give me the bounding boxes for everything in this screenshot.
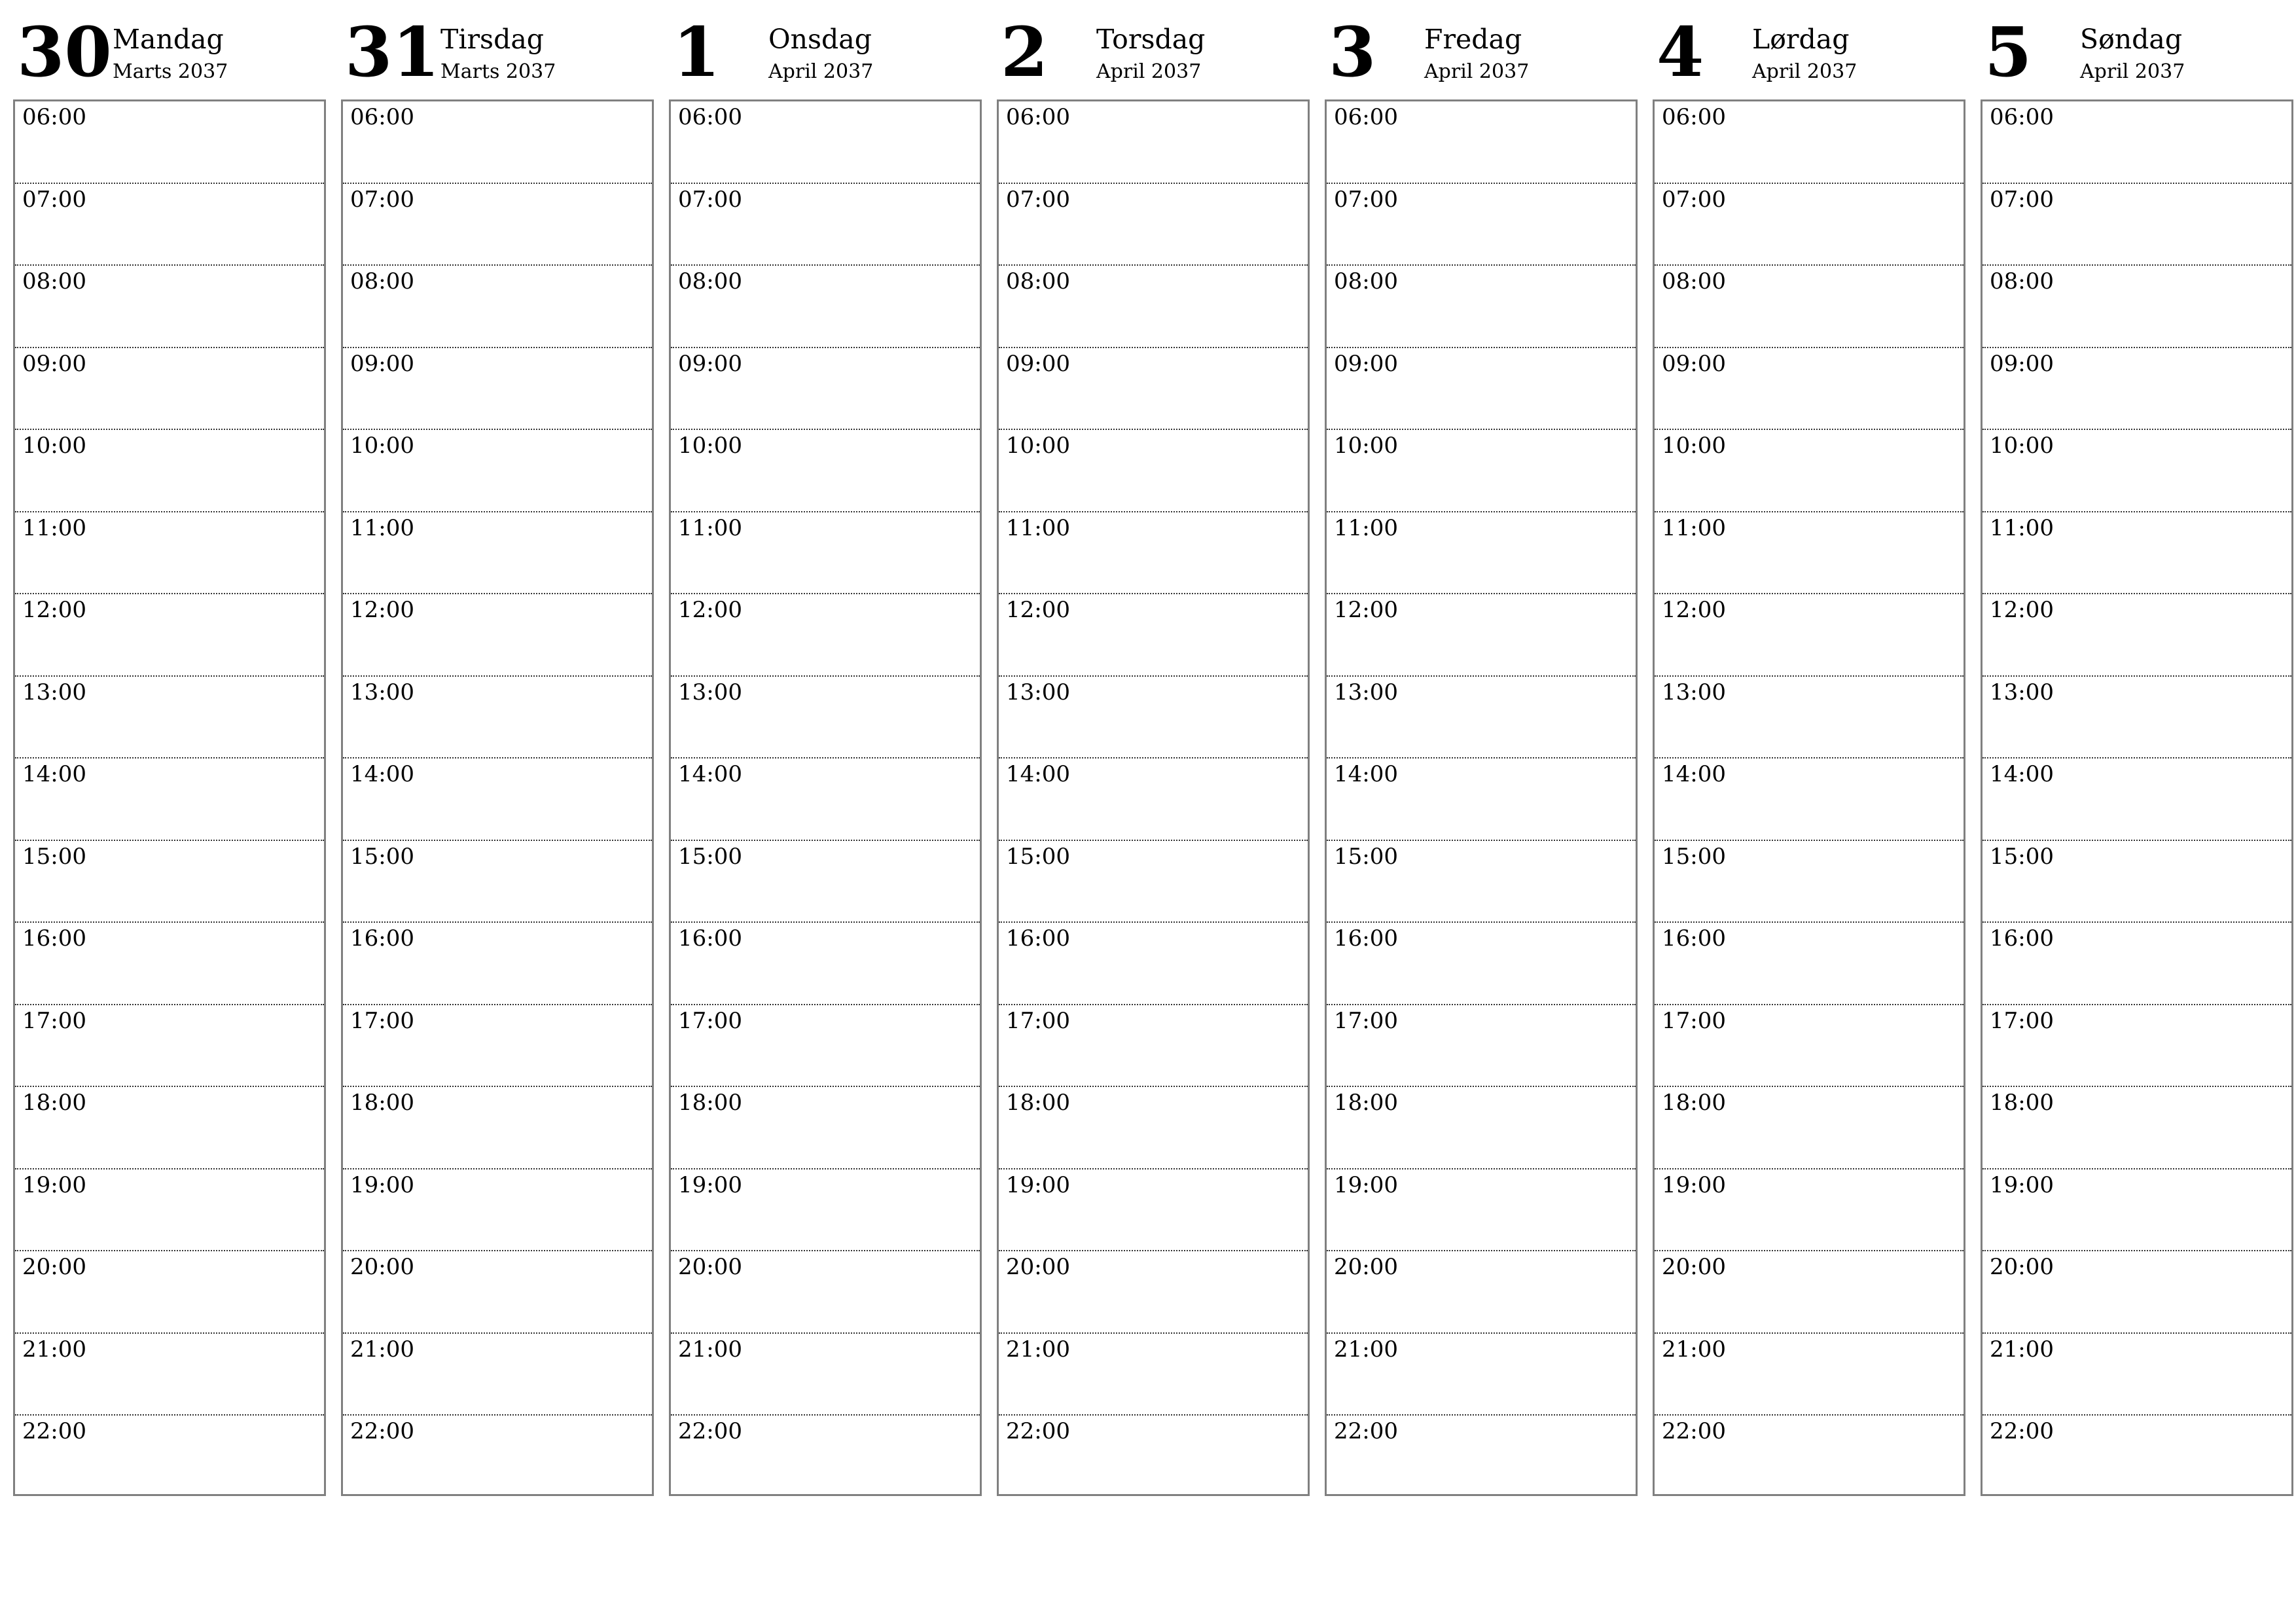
day-header [1981,0,2293,99]
time-slot[interactable] [999,1087,1308,1169]
time-slot-label: 12:00 [1334,597,1398,623]
time-slot-label: 21:00 [1990,1336,2054,1363]
day-column [669,0,982,1505]
time-slot[interactable] [1982,184,2291,266]
time-slot[interactable] [1655,1169,1964,1252]
time-slot-label: 20:00 [1662,1254,1726,1280]
time-slot-label: 14:00 [678,761,742,787]
time-slot[interactable] [1327,348,1636,431]
time-slot-label: 11:00 [1662,514,1726,541]
time-slot[interactable] [343,1251,652,1334]
day-header [13,0,326,99]
day-meta [113,18,228,86]
time-slot[interactable] [1655,184,1964,266]
time-slot[interactable] [1655,1334,1964,1416]
day-number: 30 [17,12,112,92]
time-slot[interactable] [1982,1334,2291,1416]
time-slot-label: 13:00 [1334,679,1398,705]
time-slot[interactable] [1327,841,1636,923]
time-slot-label: 09:00 [1334,350,1398,377]
time-slot[interactable] [15,1005,324,1088]
time-slot-label: 07:00 [350,186,414,213]
time-slot-label: 20:00 [350,1254,414,1280]
time-slot[interactable] [1327,758,1636,841]
time-slot-label: 18:00 [678,1090,742,1116]
time-slot-label: 12:00 [22,597,86,623]
time-slot-label: 09:00 [22,350,86,377]
time-slot-label: 20:00 [1990,1254,2054,1280]
day-name: Onsdag [768,24,872,55]
day-header [1325,0,1638,99]
time-slot[interactable] [1655,841,1964,923]
time-slot-label: 14:00 [22,761,86,787]
time-slot[interactable] [999,1169,1308,1252]
day-meta [440,18,556,86]
day-month: April 2037 [768,60,874,84]
time-slot[interactable] [15,841,324,923]
time-slot-label: 08:00 [1990,268,2054,294]
time-slot-label: 14:00 [1006,761,1070,787]
time-slot[interactable] [1982,512,2291,595]
time-slot-label: 15:00 [1662,843,1726,870]
time-slot-label: 19:00 [1006,1171,1070,1198]
time-slot[interactable] [1655,594,1964,677]
time-slot-label: 21:00 [1006,1336,1070,1363]
time-slot-label: 20:00 [22,1254,86,1280]
time-slot[interactable] [1327,677,1636,759]
day-month: April 2037 [1096,60,1202,84]
time-slot[interactable] [1655,430,1964,512]
time-slot-label: 22:00 [1662,1418,1726,1444]
day-schedule-box [997,99,1310,1496]
day-column [997,0,1310,1505]
day-column [1981,0,2293,1505]
time-slot-label: 12:00 [1006,597,1070,623]
day-meta [768,18,873,86]
time-slot-label: 09:00 [350,350,414,377]
time-slot-label: 12:00 [350,597,414,623]
time-slot[interactable] [1327,512,1636,595]
time-slot[interactable] [15,1087,324,1169]
time-slot-label: 19:00 [1334,1171,1398,1198]
day-month: April 2037 [1424,60,1530,84]
time-slot[interactable] [999,348,1308,431]
time-slot-label: 21:00 [678,1336,742,1363]
time-slot[interactable] [343,1416,652,1494]
time-slot[interactable] [1655,1251,1964,1334]
time-slot[interactable] [343,184,652,266]
time-slot-label: 15:00 [350,843,414,870]
time-slot[interactable] [1327,184,1636,266]
day-name: Fredag [1424,24,1522,55]
time-slot-label: 22:00 [678,1418,742,1444]
time-slot-label: 18:00 [1990,1090,2054,1116]
day-month: Marts 2037 [440,60,556,84]
time-slot[interactable] [1655,677,1964,759]
day-name: Torsdag [1096,24,1206,55]
time-slot[interactable] [1327,430,1636,512]
time-slot-label: 15:00 [22,843,86,870]
time-slot[interactable] [343,594,652,677]
time-slot[interactable] [343,1005,652,1088]
time-slot[interactable] [671,348,980,431]
time-slot-label: 20:00 [1334,1254,1398,1280]
time-slot-label: 10:00 [350,433,414,459]
time-slot[interactable] [1982,1087,2291,1169]
time-slot[interactable] [1327,101,1636,184]
time-slot[interactable] [1327,266,1636,348]
time-slot-label: 06:00 [22,104,86,130]
time-slot[interactable] [999,184,1308,266]
time-slot[interactable] [343,430,652,512]
time-slot-label: 16:00 [22,925,86,952]
time-slot-label: 12:00 [678,597,742,623]
time-slot[interactable] [671,101,980,184]
time-slot[interactable] [671,430,980,512]
time-slot-label: 22:00 [1990,1418,2054,1444]
day-number: 2 [1001,12,1049,92]
time-slot-label: 08:00 [350,268,414,294]
time-slot-label: 07:00 [1006,186,1070,213]
day-header [669,0,982,99]
time-slot-label: 17:00 [1334,1007,1398,1034]
time-slot[interactable] [1327,1169,1636,1252]
time-slot-label: 16:00 [1990,925,2054,952]
time-slot-label: 17:00 [1006,1007,1070,1034]
day-name: Lørdag [1752,24,1850,55]
time-slot-label: 19:00 [22,1171,86,1198]
day-schedule-box [669,99,982,1496]
time-slot[interactable] [1982,348,2291,431]
time-slot-label: 10:00 [22,433,86,459]
time-slot[interactable] [671,758,980,841]
time-slot[interactable] [999,1005,1308,1088]
time-slot[interactable] [343,841,652,923]
day-schedule-box [13,99,326,1496]
time-slot[interactable] [15,101,324,184]
day-name: Tirsdag [440,24,545,55]
time-slot-label: 12:00 [1990,597,2054,623]
time-slot[interactable] [15,758,324,841]
time-slot[interactable] [671,266,980,348]
time-slot[interactable] [343,677,652,759]
time-slot-label: 06:00 [678,104,742,130]
time-slot[interactable] [343,923,652,1005]
day-header [1653,0,1965,99]
time-slot[interactable] [1327,1087,1636,1169]
day-column [13,0,326,1505]
time-slot[interactable] [1982,1416,2291,1494]
time-slot-label: 15:00 [1334,843,1398,870]
time-slot-label: 13:00 [1990,679,2054,705]
time-slot[interactable] [15,1334,324,1416]
time-slot-label: 19:00 [1662,1171,1726,1198]
time-slot-label: 22:00 [1334,1418,1398,1444]
time-slot-label: 21:00 [1334,1336,1398,1363]
time-slot[interactable] [343,348,652,431]
time-slot-label: 13:00 [1662,679,1726,705]
day-name: Søndag [2080,24,2183,55]
day-number: 1 [673,12,721,92]
time-slot-label: 11:00 [1006,514,1070,541]
time-slot[interactable] [999,101,1308,184]
time-slot-label: 08:00 [1006,268,1070,294]
time-slot-label: 18:00 [350,1090,414,1116]
time-slot-label: 16:00 [1334,925,1398,952]
time-slot[interactable] [1982,101,2291,184]
day-column [1653,0,1965,1505]
time-slot[interactable] [343,266,652,348]
time-slot[interactable] [999,1334,1308,1416]
time-slot[interactable] [999,512,1308,595]
time-slot[interactable] [1982,677,2291,759]
time-slot[interactable] [671,594,980,677]
time-slot-label: 10:00 [1006,433,1070,459]
time-slot-label: 22:00 [350,1418,414,1444]
time-slot-label: 12:00 [1662,597,1726,623]
day-header [341,0,654,99]
time-slot-label: 15:00 [1006,843,1070,870]
time-slot[interactable] [1655,923,1964,1005]
time-slot-label: 20:00 [1006,1254,1070,1280]
time-slot[interactable] [671,1251,980,1334]
time-slot-label: 17:00 [678,1007,742,1034]
day-month: April 2037 [2080,60,2185,84]
time-slot[interactable] [1327,1251,1636,1334]
time-slot[interactable] [15,923,324,1005]
time-slot-label: 09:00 [1662,350,1726,377]
time-slot[interactable] [15,1416,324,1494]
time-slot[interactable] [343,512,652,595]
time-slot[interactable] [1655,348,1964,431]
time-slot[interactable] [1655,512,1964,595]
day-number: 5 [1984,12,2032,92]
time-slot-label: 17:00 [22,1007,86,1034]
day-column [341,0,654,1505]
time-slot[interactable] [671,677,980,759]
time-slot-label: 15:00 [678,843,742,870]
time-slot-label: 11:00 [678,514,742,541]
time-slot-label: 22:00 [1006,1418,1070,1444]
time-slot[interactable] [1982,430,2291,512]
time-slot[interactable] [1982,1251,2291,1334]
time-slot[interactable] [671,1334,980,1416]
time-slot[interactable] [15,1169,324,1252]
time-slot[interactable] [999,594,1308,677]
time-slot-label: 10:00 [1334,433,1398,459]
time-slot[interactable] [1327,594,1636,677]
time-slot[interactable] [15,184,324,266]
time-slot[interactable] [1982,758,2291,841]
time-slot-label: 10:00 [678,433,742,459]
day-meta [1096,18,1205,86]
time-slot[interactable] [671,1169,980,1252]
time-slot[interactable] [999,1416,1308,1494]
time-slot[interactable] [999,841,1308,923]
time-slot[interactable] [343,101,652,184]
time-slot[interactable] [343,1334,652,1416]
time-slot-label: 14:00 [1990,761,2054,787]
time-slot-label: 13:00 [678,679,742,705]
time-slot-label: 07:00 [22,186,86,213]
time-slot[interactable] [1982,1005,2291,1088]
time-slot-label: 19:00 [350,1171,414,1198]
day-month: Marts 2037 [113,60,228,84]
day-number: 4 [1657,12,1704,92]
time-slot-label: 09:00 [678,350,742,377]
time-slot-label: 08:00 [1662,268,1726,294]
time-slot[interactable] [1655,1416,1964,1494]
time-slot-label: 17:00 [350,1007,414,1034]
time-slot[interactable] [343,758,652,841]
time-slot[interactable] [343,1087,652,1169]
time-slot-label: 14:00 [350,761,414,787]
time-slot-label: 14:00 [1334,761,1398,787]
time-slot-label: 06:00 [1006,104,1070,130]
time-slot-label: 19:00 [1990,1171,2054,1198]
time-slot-label: 09:00 [1006,350,1070,377]
time-slot-label: 11:00 [22,514,86,541]
time-slot[interactable] [671,1005,980,1088]
day-column [1325,0,1638,1505]
time-slot[interactable] [999,430,1308,512]
day-meta [1752,18,1857,86]
time-slot-label: 07:00 [1334,186,1398,213]
day-header [997,0,1310,99]
time-slot[interactable] [15,266,324,348]
time-slot-label: 11:00 [1334,514,1398,541]
time-slot-label: 13:00 [1006,679,1070,705]
time-slot[interactable] [343,1169,652,1252]
time-slot-label: 20:00 [678,1254,742,1280]
time-slot[interactable] [999,266,1308,348]
time-slot[interactable] [1655,1087,1964,1169]
day-schedule-box [1981,99,2293,1496]
time-slot[interactable] [1982,923,2291,1005]
time-slot-label: 18:00 [22,1090,86,1116]
time-slot-label: 17:00 [1662,1007,1726,1034]
day-number: 31 [345,12,440,92]
time-slot-label: 07:00 [1662,186,1726,213]
day-schedule-box [1653,99,1965,1496]
time-slot[interactable] [1327,1416,1636,1494]
time-slot-label: 17:00 [1990,1007,2054,1034]
time-slot-label: 08:00 [22,268,86,294]
time-slot-label: 21:00 [1662,1336,1726,1363]
time-slot[interactable] [15,430,324,512]
time-slot-label: 08:00 [1334,268,1398,294]
time-slot[interactable] [1982,594,2291,677]
time-slot-label: 07:00 [1990,186,2054,213]
time-slot-label: 18:00 [1006,1090,1070,1116]
time-slot[interactable] [1655,266,1964,348]
time-slot-label: 16:00 [350,925,414,952]
time-slot[interactable] [671,184,980,266]
time-slot[interactable] [1655,1005,1964,1088]
time-slot-label: 18:00 [1662,1090,1726,1116]
time-slot[interactable] [15,348,324,431]
time-slot-label: 16:00 [678,925,742,952]
time-slot-label: 10:00 [1662,433,1726,459]
time-slot-label: 21:00 [22,1336,86,1363]
day-meta [1424,18,1529,86]
day-schedule-box [1325,99,1638,1496]
time-slot[interactable] [1327,923,1636,1005]
day-schedule-box [341,99,654,1496]
time-slot-label: 07:00 [678,186,742,213]
time-slot-label: 14:00 [1662,761,1726,787]
time-slot[interactable] [671,512,980,595]
time-slot[interactable] [1982,841,2291,923]
time-slot-label: 16:00 [1006,925,1070,952]
time-slot-label: 06:00 [1990,104,2054,130]
time-slot-label: 15:00 [1990,843,2054,870]
time-slot[interactable] [671,841,980,923]
time-slot[interactable] [671,923,980,1005]
time-slot[interactable] [15,1251,324,1334]
time-slot[interactable] [15,512,324,595]
time-slot[interactable] [1982,1169,2291,1252]
time-slot[interactable] [1327,1334,1636,1416]
time-slot-label: 21:00 [350,1336,414,1363]
time-slot[interactable] [1982,266,2291,348]
time-slot-label: 10:00 [1990,433,2054,459]
time-slot-label: 06:00 [350,104,414,130]
time-slot-label: 18:00 [1334,1090,1398,1116]
time-slot-label: 19:00 [678,1171,742,1198]
time-slot-label: 11:00 [1990,514,2054,541]
time-slot-label: 22:00 [22,1418,86,1444]
time-slot[interactable] [15,594,324,677]
day-name: Mandag [113,24,224,55]
time-slot[interactable] [999,677,1308,759]
time-slot-label: 06:00 [1662,104,1726,130]
day-meta [2080,18,2185,86]
time-slot[interactable] [671,1416,980,1494]
time-slot[interactable] [999,758,1308,841]
time-slot-label: 06:00 [1334,104,1398,130]
time-slot[interactable] [15,677,324,759]
time-slot-label: 16:00 [1662,925,1726,952]
day-number: 3 [1329,12,1376,92]
time-slot[interactable] [671,1087,980,1169]
time-slot[interactable] [999,923,1308,1005]
time-slot-label: 09:00 [1990,350,2054,377]
time-slot-label: 13:00 [22,679,86,705]
time-slot-label: 08:00 [678,268,742,294]
weekly-planner [13,0,2284,1505]
day-month: April 2037 [1752,60,1857,84]
time-slot[interactable] [1327,1005,1636,1088]
time-slot-label: 13:00 [350,679,414,705]
time-slot[interactable] [999,1251,1308,1334]
time-slot-label: 11:00 [350,514,414,541]
time-slot[interactable] [1655,101,1964,184]
time-slot[interactable] [1655,758,1964,841]
